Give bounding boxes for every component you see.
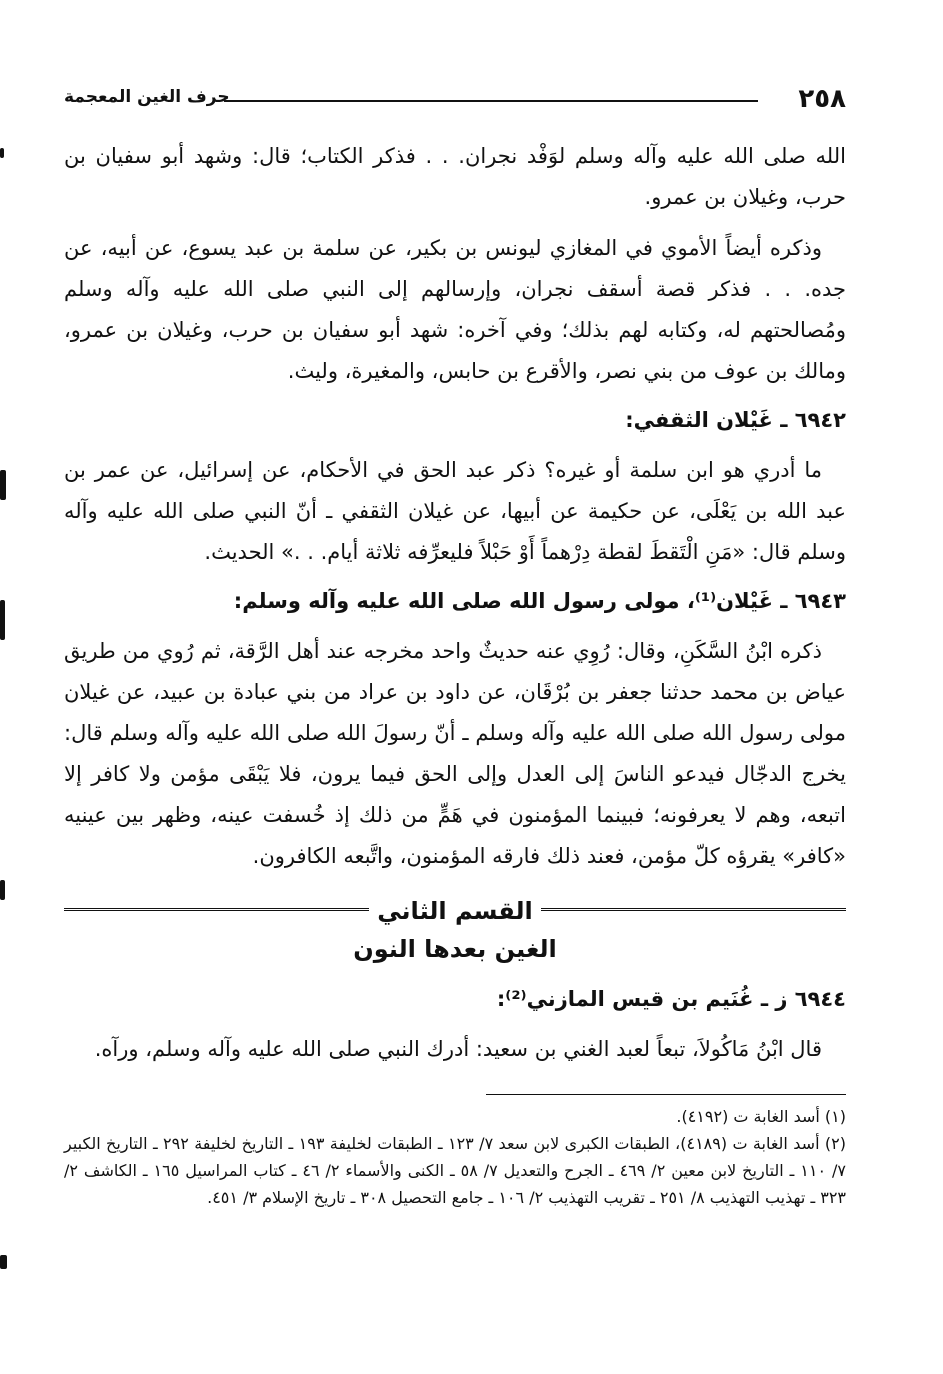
double-rule-right <box>541 908 846 914</box>
double-rule-left <box>64 908 369 914</box>
header-rule <box>224 100 758 102</box>
footnote-rule <box>486 1094 846 1095</box>
paragraph: الله صلى الله عليه وآله وسلم لوَفْد نجران. . . فذكر الكتاب؛ قال: وشهد أبو سفيان بن حرب، وغيلان بن عمرو. <box>64 144 846 209</box>
paragraph: ما أدري هو ابن سلمة أو غيره؟ ذكر عبد الحق في الأحكام، عن إسرائيل، عن عمر بن عبد الله بن يَعْلَى، عن حكيمة عن أبيها، عن غيلان الثقفي ـ أنّ النبي صلى الله عليه وآله وسلم قال: «مَنِ الْتَقطَ لقطة دِرْهماً أَوْ حَبْلاً فليعرِّفه ثلاثة أيام. . .» الحديث. <box>64 458 846 564</box>
section-divider <box>64 891 846 963</box>
footnotes <box>64 1103 846 1211</box>
entry-heading-6944: ٦٩٤٤ ز ـ غُنَيم بن قيس المازني⁽²⁾: <box>496 987 846 1011</box>
paragraph: قال ابْنُ مَاكُولاَ، تبعاً لعبد الغني بن سعيد: أدرك النبي صلى الله عليه وآله وسلم، ورآه. <box>94 1037 822 1061</box>
footnote-2: (٢) أسد الغابة ت (٤١٨٩)، الطبقات الكبرى لابن سعد ٧/ ١٢٣ ـ الطبقات لخليفة ١٩٣ ـ التاريخ لخليفة ٢٩٢ ـ التاريخ الكبير ٧/ ١١٠ ـ التاريخ لابن معين ٢/ ٤٦٩ ـ الجرح والتعديل ٧/ ٥٨ ـ الكنى والأسماء ٢/ ٤٦ ـ كتاب المراسيل ١٦٥ ـ الكاشف ٢/ ٣٢٣ ـ تهذيب التهذيب ٨/ ٢٥١ ـ تقريب التهذيب ٢/ ١٠٦ ـ جامع التحصيل ٣٠٨ ـ تاريخ الإسلام ٣/ ٤٥١. <box>64 1134 847 1207</box>
section-title: القسم الثاني <box>377 897 533 925</box>
footnote-1: (١) أسد الغابة ت (٤١٩٢). <box>676 1107 846 1126</box>
page-header <box>64 78 846 114</box>
main-text <box>64 136 846 877</box>
section-subtitle: الغين بعدها النون <box>353 935 557 963</box>
entry-heading-6942: ٦٩٤٢ ـ غَيْلان الثقفي: <box>625 408 846 432</box>
paragraph: وذكره أيضاً الأموي في المغازي ليونس بن بكير، عن سلمة بن عبد يسوع، عن أبيه، عن جده. . . فذكر قصة أسقف نجران، وإرسالهم إلى النبي صلى الله عليه وآله وسلم ومُصالحتهم له، وكتابه لهم بذلك؛ وفي آخره: شهد أبو سفيان بن حرب، وغيلان بن عمرو، ومالك بن عوف من بني نصر، والأقرع بن حابس، والمغيرة، وليث. <box>64 236 846 383</box>
scan-margin-marks <box>0 0 10 1374</box>
entry-6944 <box>64 981 846 1070</box>
page-number: ٢٥٨ <box>798 84 846 114</box>
paragraph: ذكره ابْنُ السَّكَنِ، وقال: رُوِي عنه حديثٌ واحد مخرجه عند أهل الرَّقة، ثم رُوي من طريق عياض بن محمد حدثنا جعفر بن بُرْقَان، عن داود بن عراد من بني عبادة بن عبيد، عن غيلان مولى رسول الله صلى الله عليه وآله وسلم ـ أنّ رسولَ الله صلى الله عليه وآله وسلم قال: يخرج الدجّال فيدعو الناسَ إلى العدل وإلى الحق فيما يرون، فلا يَبْقَى مؤمن ولا كافر إلا اتبعه، وهم لا يعرفونه؛ فبينما المؤمنون في هَمٍّ من ذلك إذ خُسفت عينه، وظهر بين عينيه «كافر» يقرؤه كلّ مؤمن، فعند ذلك فارقه المؤمنون، واتَّبعه الكافرون. <box>64 639 846 868</box>
book-page <box>64 78 846 1211</box>
entry-heading-6943: ٦٩٤٣ ـ غَيْلان⁽¹⁾، مولى رسول الله صلى الله عليه وآله وسلم: <box>233 589 846 613</box>
running-title: حرف الغين المعجمة <box>64 87 230 107</box>
